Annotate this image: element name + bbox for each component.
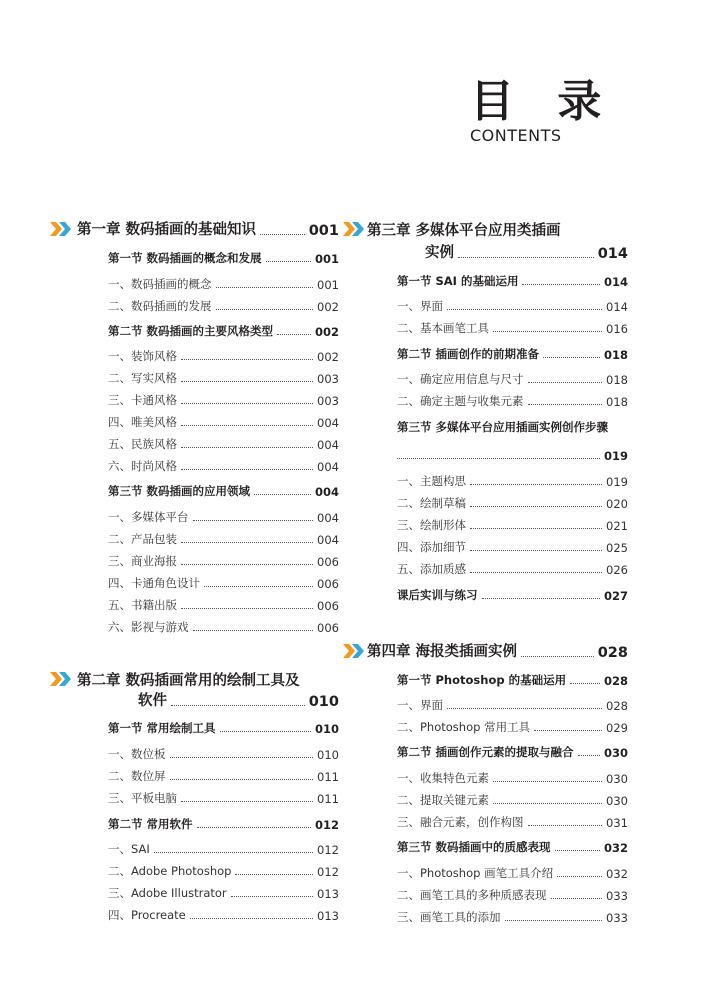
item-label: 二、基本画笔工具 [397,321,489,335]
page-title: 目 录 [470,76,616,127]
double-chevron-icon [50,672,72,686]
item-label: 六、时尚风格 [108,459,177,473]
section-label: 第一节 SAI 的基础运用 [397,274,519,288]
section-label: 第一节 数码插画的概念和发展 [108,251,262,265]
leader-dots [447,309,602,310]
item-label: 二、Photoshop 常用工具 [397,720,531,734]
item-page: 013 [317,909,339,923]
item-page: 019 [606,475,628,489]
section-label: 第三节 数码插画中的质感表现 [397,840,551,854]
section-page: 002 [314,325,339,339]
section-3-3-title[interactable]: 第三节 多媒体平台应用插画实例创作步骤 [397,420,609,434]
toc-section[interactable] [397,346,628,362]
item-page: 012 [317,843,339,857]
section-label: 第二节 数码插画的主要风格类型 [108,324,274,338]
section-page: 012 [314,818,339,832]
toc-chapter-4[interactable] [367,641,628,661]
toc-item[interactable] [397,697,628,713]
leader-dots [543,357,600,358]
item-label: 三、卡通风格 [108,393,177,407]
item-label: 四、卡通角色设计 [108,576,200,590]
leader-dots [231,896,313,897]
section-label: 第一节 Photoshop 的基础运用 [397,673,567,687]
toc-item[interactable] [397,887,628,903]
toc-item[interactable] [397,371,628,387]
item-label: 四、Procreate [108,908,186,922]
section-label: 课后实训与练习 [397,588,478,602]
toc-section[interactable] [108,720,339,736]
toc-section[interactable] [397,672,628,688]
leader-dots [528,825,603,826]
item-label: 一、收集特色元素 [397,771,489,785]
section-page: 028 [603,674,628,688]
item-page: 030 [606,794,628,808]
toc-item[interactable] [397,909,628,925]
leader-dots [260,234,305,235]
section-label: 第一节 常用绘制工具 [108,721,216,735]
toc-item[interactable] [397,320,628,336]
leader-dots [190,918,313,919]
toc-item[interactable] [108,553,339,569]
toc-item[interactable] [108,885,339,901]
toc-item[interactable] [397,539,628,555]
leader-dots [216,287,314,288]
section-label: 第二节 插画创作的前期准备 [397,347,540,361]
section-page: 001 [314,252,339,266]
leader-dots [528,382,603,383]
leader-dots [181,359,313,360]
item-label: 三、商业海报 [108,554,177,568]
toc-section[interactable] [397,744,628,760]
item-label: 三、绘制形体 [397,518,466,532]
item-label: 一、多媒体平台 [108,510,189,524]
item-label: 五、添加质感 [397,562,466,576]
leader-dots [204,586,313,587]
item-label: 六、影视与游戏 [108,620,189,634]
item-page: 033 [606,889,628,903]
double-chevron-icon [343,644,365,658]
toc-item[interactable] [397,495,628,511]
toc-header [470,76,616,145]
item-label: 一、SAI [108,842,150,856]
leader-dots [216,309,314,310]
toc-item[interactable] [108,790,339,806]
toc-item[interactable] [108,509,339,525]
toc-item[interactable] [108,619,339,635]
item-page: 029 [606,721,628,735]
section-page: 030 [603,746,628,760]
toc-section[interactable] [108,323,339,339]
toc-item[interactable] [108,768,339,784]
item-page: 014 [606,300,628,314]
section-page: 014 [603,275,628,289]
leader-dots [170,779,314,780]
item-label: 二、提取关键元素 [397,793,489,807]
toc-item[interactable] [108,392,339,408]
leader-dots [470,506,602,507]
leader-dots [181,381,313,382]
toc-item[interactable] [108,531,339,547]
item-page: 004 [317,460,339,474]
item-page: 006 [317,577,339,591]
toc-item[interactable] [397,792,628,808]
leader-dots [181,403,313,404]
item-label: 一、确定应用信息与尺寸 [397,372,524,386]
toc-item[interactable] [108,370,339,386]
item-label: 二、画笔工具的多种质感表现 [397,888,547,902]
item-page: 033 [606,911,628,925]
section-page: 010 [314,722,339,736]
toc-item[interactable] [108,597,339,613]
toc-item[interactable] [108,746,339,762]
leader-dots [458,257,594,258]
leader-dots [193,630,314,631]
item-label: 四、添加细节 [397,540,466,554]
item-page: 002 [317,350,339,364]
toc-item[interactable] [397,298,628,314]
leader-dots [521,656,594,657]
leader-dots [171,705,305,706]
item-label: 一、数码插画的概念 [108,277,212,291]
item-label: 一、数位板 [108,747,166,761]
toc-item[interactable] [397,473,628,489]
toc-section[interactable] [108,483,339,499]
leader-dots [551,898,603,899]
item-label: 二、写实风格 [108,371,177,385]
leader-dots [493,331,602,332]
item-page: 032 [606,867,628,881]
item-page: 004 [317,438,339,452]
item-page: 026 [606,563,628,577]
leader-dots [522,284,600,285]
leader-dots [181,469,313,470]
item-label: 二、产品包装 [108,532,177,546]
item-label: 一、Photoshop 画笔工具介绍 [397,866,554,880]
toc-item[interactable] [397,719,628,735]
toc-section[interactable] [397,839,628,855]
toc-chapter-3[interactable] [425,242,628,262]
toc-item[interactable] [108,348,339,364]
leader-dots [170,757,314,758]
section-page: 018 [603,348,628,362]
item-label: 五、民族风格 [108,437,177,451]
toc-item[interactable] [108,907,339,923]
item-page: 018 [606,373,628,387]
item-page: 001 [317,278,339,292]
chapter-3-title-line1[interactable]: 第三章 多媒体平台应用类插画 [367,223,561,239]
section-label: 第二节 插画创作元素的提取与融合 [397,745,574,759]
leader-dots [555,850,600,851]
toc-chapter-2[interactable] [138,690,339,710]
toc-item[interactable] [397,770,628,786]
item-page: 006 [317,599,339,613]
chapter-page: 028 [597,645,628,661]
toc-item[interactable] [108,841,339,857]
double-chevron-icon [50,222,72,236]
section-label: 第二节 常用软件 [108,817,193,831]
leader-dots [534,730,602,731]
item-label: 一、界面 [397,698,443,712]
chapter-page: 014 [597,246,628,262]
leader-dots [470,572,602,573]
item-label: 三、画笔工具的添加 [397,910,501,924]
toc-item[interactable] [108,863,339,879]
toc-item[interactable] [108,276,339,292]
leader-dots [197,827,311,828]
item-label: 二、Adobe Photoshop [108,864,232,878]
toc-item[interactable] [397,517,628,533]
leader-dots [482,598,600,599]
toc-item[interactable] [108,458,339,474]
leader-dots [154,852,313,853]
leader-dots [220,731,311,732]
toc-item[interactable] [397,865,628,881]
item-page: 016 [606,322,628,336]
toc-section[interactable] [108,250,339,266]
item-label: 二、数位屏 [108,769,166,783]
leader-dots [470,528,602,529]
chapter-2-title-line1[interactable]: 第二章 数码插画常用的绘制工具及 [77,673,300,689]
toc-chapter-1[interactable] [77,219,339,239]
leader-dots [493,803,602,804]
double-chevron-icon [343,222,365,236]
item-label: 五、书籍出版 [108,598,177,612]
chapter-label: 软件 [138,693,167,709]
leader-dots [277,334,311,335]
leader-dots [193,520,314,521]
item-page: 003 [317,372,339,386]
toc-section[interactable] [397,587,628,603]
leader-dots [181,447,313,448]
leader-dots [557,876,602,877]
leader-dots [447,708,602,709]
item-label: 一、装饰风格 [108,349,177,363]
item-page: 004 [317,416,339,430]
toc-item[interactable] [108,414,339,430]
chapter-page: 001 [308,223,339,239]
leader-dots [470,550,602,551]
item-label: 一、主题构思 [397,474,466,488]
toc-item[interactable] [108,575,339,591]
leader-dots [470,484,602,485]
page-subtitle: CONTENTS [470,126,562,145]
item-page: 031 [606,816,628,830]
leader-dots [181,608,313,609]
leader-dots [578,755,600,756]
item-page: 010 [317,748,339,762]
item-page: 013 [317,887,339,901]
leader-dots [570,683,600,684]
item-page: 004 [317,511,339,525]
item-page: 028 [606,699,628,713]
chapter-page: 010 [308,694,339,710]
toc-item[interactable] [397,393,628,409]
toc-item[interactable] [108,436,339,452]
item-page: 006 [317,555,339,569]
item-page: 021 [606,519,628,533]
leader-dots [181,425,313,426]
item-page: 006 [317,621,339,635]
item-page: 020 [606,497,628,511]
toc-section[interactable] [397,273,628,289]
leader-dots [235,874,313,875]
item-page: 012 [317,865,339,879]
item-label: 四、唯美风格 [108,415,177,429]
chapter-label: 实例 [425,245,454,261]
leader-dots [181,542,313,543]
toc-item[interactable] [108,298,339,314]
section-page: 027 [603,589,628,603]
item-page: 018 [606,395,628,409]
toc-item[interactable] [397,561,628,577]
leader-dots [505,920,603,921]
item-page: 003 [317,394,339,408]
item-label: 二、绘制草稿 [397,496,466,510]
section-page: 004 [314,485,339,499]
item-page: 011 [317,792,339,806]
item-label: 三、Adobe Illustrator [108,886,227,900]
item-page: 025 [606,541,628,555]
section-label: 第三节 数码插画的应用领域 [108,484,251,498]
leader-dots [254,494,311,495]
section-page: 032 [603,841,628,855]
leader-dots [528,404,603,405]
item-page: 004 [317,533,339,547]
toc-section[interactable] [397,447,628,463]
chapter-label: 第一章 数码插画的基础知识 [77,222,257,238]
section-page: 019 [603,449,628,463]
item-page: 030 [606,772,628,786]
item-page: 011 [317,770,339,784]
chapter-label: 第四章 海报类插画实例 [367,644,518,660]
item-label: 二、数码插画的发展 [108,299,212,313]
toc-item[interactable] [397,814,628,830]
item-label: 一、界面 [397,299,443,313]
item-label: 三、融合元素，创作构图 [397,815,524,829]
leader-dots [181,801,313,802]
toc-section[interactable] [108,816,339,832]
leader-dots [181,564,313,565]
leader-dots [397,458,600,459]
item-page: 002 [317,300,339,314]
leader-dots [493,781,602,782]
item-label: 三、平板电脑 [108,791,177,805]
leader-dots [266,261,311,262]
item-label: 二、确定主题与收集元素 [397,394,524,408]
